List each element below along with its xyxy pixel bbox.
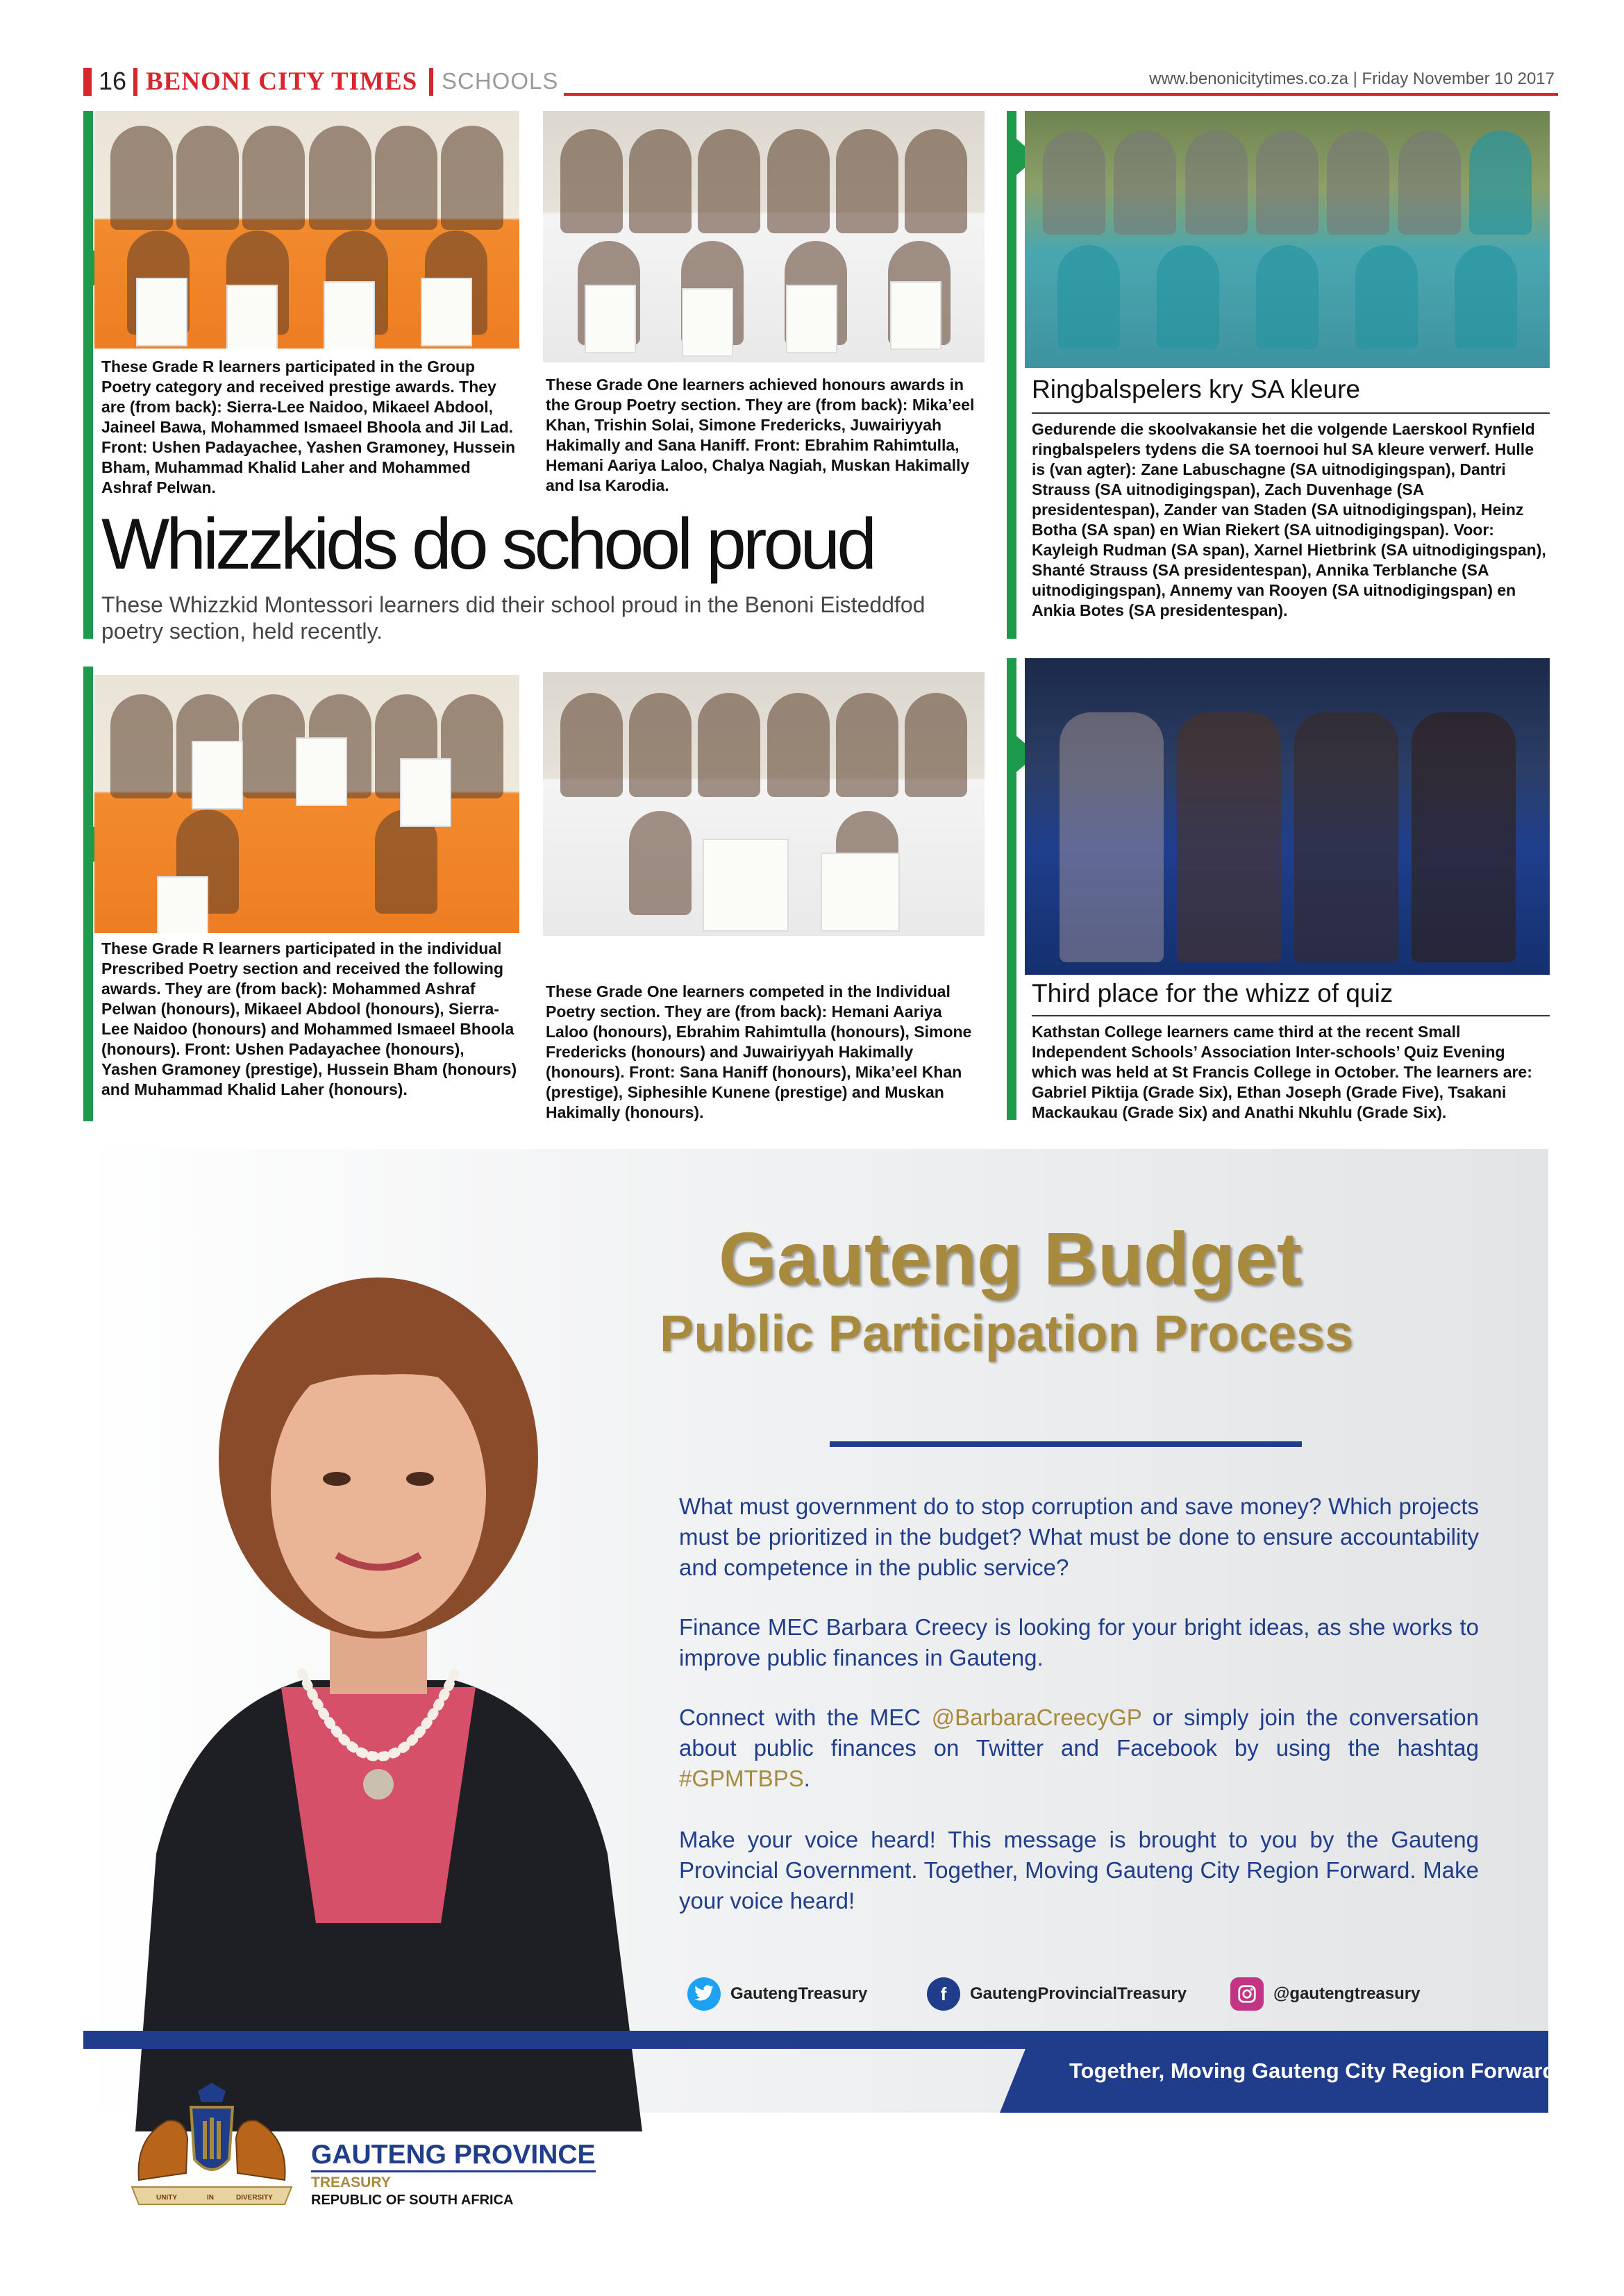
website-and-date: www.benonicitytimes.co.za | Friday November 10 2017 <box>1149 69 1555 88</box>
organisation-department: TREASURY <box>311 2175 391 2190</box>
heading-quiz: Third place for the whizz of quiz <box>1032 979 1393 1007</box>
advert-paragraph-1: What must government do to stop corruption and save money? Which projects must be prioritized in the budget? What must be done to ensure accountability and competence in the public service? <box>679 1493 1479 1580</box>
social-instagram-link[interactable] <box>1230 1977 1420 2011</box>
section-marker-bar <box>1007 658 1016 1120</box>
heading-rule <box>1032 1015 1550 1016</box>
facebook-handle: GautengProvincialTreasury <box>970 1984 1187 2003</box>
headline-whizzkids: Whizzkids do school proud <box>101 504 874 585</box>
photo-kathstan-quiz-learners <box>1025 658 1550 975</box>
facebook-icon: f <box>927 1977 960 2011</box>
gauteng-coat-of-arms-logo <box>125 2083 299 2208</box>
twitter-icon <box>687 1977 721 2011</box>
header-separator <box>429 68 433 96</box>
organisation-name: GAUTENG PROVINCE <box>311 2140 596 2170</box>
svg-text:DIVERSITY: DIVERSITY <box>236 2194 273 2202</box>
advert-text: or simply join the conversation about public finances on Twitter and Facebook by using the hashtag <box>679 1704 1479 1761</box>
section-name: SCHOOLS <box>442 68 559 94</box>
social-facebook-link[interactable] <box>927 1977 1187 2011</box>
advert-title-rule <box>830 1441 1302 1447</box>
twitter-handle-link[interactable]: @BarbaraCreecyGP <box>931 1704 1142 1730</box>
section-marker-bar <box>83 111 93 639</box>
heading-ringbal: Ringbalspelers kry SA kleure <box>1032 375 1360 403</box>
caption-grade-r-group-poetry: These Grade R learners participated in the Group Poetry category and received prestige awards. They are (from back): Sierra-Lee Naidoo, Mikaeel Abdool, Jaineel Bawa, Mohammed Ismaeel Bhoola and Jil Lad. Front: Ushen Padayachee, Yashen Gramoney, Hussein Bham, Muhammad Khalid Laher and Mohammed Ashraf Pelwan. <box>101 358 516 496</box>
advert-subtitle: Public Participation Process <box>660 1305 1354 1362</box>
twitter-handle: GautengTreasury <box>730 1984 868 2003</box>
header-separator <box>133 68 137 96</box>
page-number: 16 <box>99 67 127 95</box>
advert-tagline: Together, Moving Gauteng City Region Forward <box>1069 2059 1556 2083</box>
caption-grade-r-prescribed-poetry: These Grade R learners participated in the individual Prescribed Poetry section and received the following awards. They are (from back): Mohammed Ashraf Pelwan (honours), Mikaeel Abdool (honours), Sierra-Lee Naidoo (honours) and Mohammed Ismaeel Bhoola (honours). Front: Ushen Padayachee (honours), Yashen Gramoney (prestige), Hussein Bham (honours) and Muhammad Khalid Laher (honours). <box>101 939 517 1098</box>
advert-paragraph-4: Make your voice heard! This message is brought to you by the Gauteng Provincial Government. Together, Moving Gauteng City Region Forward. Make your voice heard! <box>679 1827 1479 1913</box>
photo-grade-one-individual-poetry <box>543 672 985 936</box>
organisation-rule <box>311 2170 596 2172</box>
header-accent-bar <box>83 68 92 96</box>
svg-text:IN: IN <box>207 2194 214 2202</box>
instagram-handle: @gautengtreasury <box>1273 1984 1421 2003</box>
publication-name: BENONI CITY TIMES <box>146 67 418 96</box>
header-rule <box>564 93 1558 96</box>
advert-title: Gauteng Budget <box>719 1216 1302 1300</box>
heading-rule <box>1032 412 1550 414</box>
organisation-country: REPUBLIC OF SOUTH AFRICA <box>311 2193 514 2208</box>
hashtag-link[interactable]: #GPMTBPS <box>679 1766 804 1791</box>
standfirst-whizzkids: These Whizzkid Montessori learners did their school proud in the Benoni Eisteddfod poetry section, held recently. <box>101 592 926 644</box>
section-marker-bar <box>1007 111 1016 639</box>
body-ringbal: Gedurende die skoolvakansie het die volgende Laerskool Rynfield ringbalspelers tydens die SA toernooi hul SA kleure verwerf. Hulle is (van agter): Zane Labuschagne (SA uitnodigingspan), Dantri Strauss (SA uitnodigingspan), Zach Duvenhage (SA presidentespan), Zander van Staden (SA uitnodigingspan), Heinz Botha (SA span) en Wian Riekert (SA uitnodigingspan). Voor: Kayleigh Rudman (SA span), Xarnel Hietbrink (SA uitnodigingspan), Shanté Strauss (SA presidentespan), Annika Terblanche (SA uitnodigingspan), Annemy van Rooyen (SA uitnodigingspan) en Ankia Botes (SA presidentespan). <box>1032 420 1546 619</box>
body-quiz: Kathstan College learners came third at the recent Small Independent Schools’ Association Inter-schools’ Quiz Evening which was held at St Francis College in October. The learners are: Gabriel Piktija (Grade Six), Ethan Joseph (Grade Five), Tsakani Mackaukau (Grade Six) and Anathi Nkuhlu (Grade Six). <box>1032 1023 1532 1121</box>
advert-text: . <box>803 1766 810 1791</box>
advert-paragraph-2: Finance MEC Barbara Creecy is looking for your bright ideas, as she works to improve public finances in Gauteng. <box>679 1614 1479 1670</box>
photo-barbara-creecy <box>94 1229 663 2131</box>
photo-ringbal-players <box>1025 111 1550 368</box>
instagram-icon <box>1230 1977 1264 2011</box>
caption-grade-one-group-poetry: These Grade One learners achieved honours awards in the Group Poetry section. They are (from back): Mika’eel Khan, Trishin Solai, Simone Fredericks, Juwairiyyah Hakimally and Sana Haniff. Front: Ebrahim Rahimtulla, Hemani Aariya Laloo, Chalya Nagiah, Muskan Hakimally and Isa Karodia. <box>546 376 975 494</box>
svg-text:UNITY: UNITY <box>156 2194 177 2202</box>
social-twitter-link[interactable] <box>687 1977 867 2011</box>
section-marker-bar <box>83 667 93 1121</box>
caption-grade-one-individual-poetry: These Grade One learners competed in the Individual Poetry section. They are (from back): Hemani Aariya Laloo (honours), Ebrahim Rahimtulla (honours), Simone Fredericks (honours) and Juwairiyyah Hakimally (honours). Front: Sana Haniff (honours), Mika’eel Khan (prestige), Siphesihle Kunene (prestige) and Muskan Hakimally (honours). <box>546 982 972 1121</box>
photo-grade-one-group-poetry <box>543 111 985 362</box>
advert-paragraph-3 <box>679 1702 1479 1794</box>
photo-grade-r-prescribed-poetry <box>94 675 519 933</box>
advert-text: Connect with the MEC <box>679 1704 932 1730</box>
photo-grade-r-group-poetry <box>94 111 519 349</box>
